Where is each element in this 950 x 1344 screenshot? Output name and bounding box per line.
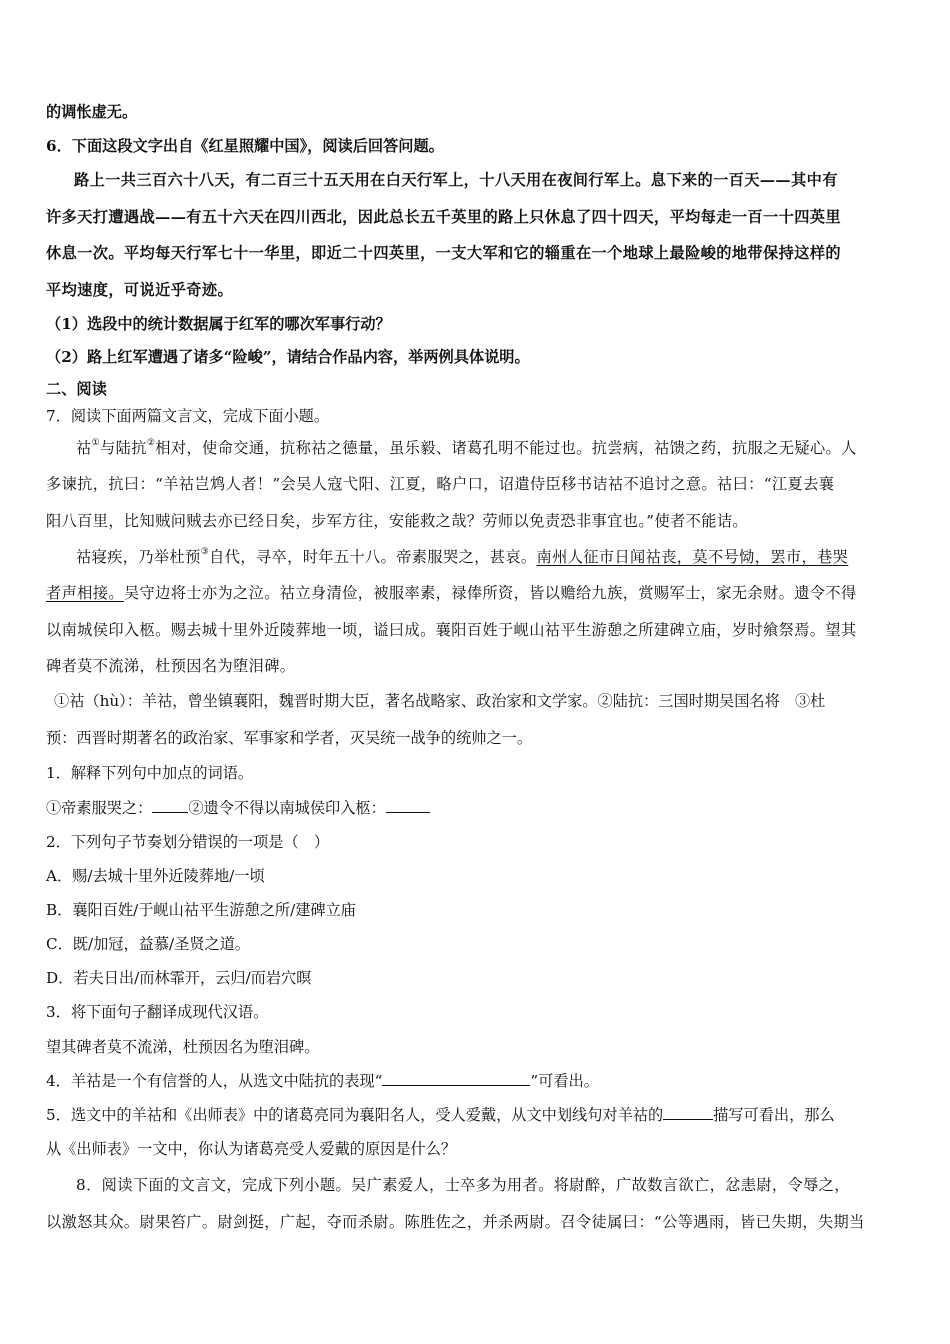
q7-sub5: 5．选文中的羊祜和《出师表》中的诸葛亮同为襄阳名人，受人爱戴，从文中划线句对羊祜的 描写可看出，那么 bbox=[46, 1106, 835, 1124]
q6-continuation: 的调怅虚无。 bbox=[46, 103, 138, 121]
q7-passage2-line: 者声相接。吴守边将士亦为之泣。祜立身清俭，被服率素，禄俸所资，皆以赡给九族，赏赐军士，家无余财。遗令不得 bbox=[46, 584, 857, 602]
q6-sub-question-1: （1）选段中的统计数据属于红军的哪次军事行动？ bbox=[46, 315, 391, 333]
q6-title: 6．下面这段文字出自《红星照耀中国》，阅读后回答问题。 bbox=[46, 137, 444, 155]
q7-sub4: 4．羊祜是一个有信誉的人，从选文中陆抗的表现“ ”可看出。 bbox=[46, 1072, 599, 1090]
q7-passage1-line: 阳八百里，比知贼问贼去亦已经日矣，步军方往，安能救之哉？劳师以免责恐非事宜也。”使者不能诘。 bbox=[46, 512, 749, 530]
q7-sub1-items: ①帝素服哭之： ②遗令不得以南城侯印入柩： bbox=[46, 798, 430, 818]
footnote-mark: ① bbox=[91, 437, 101, 448]
q6-passage-line: 许多天打遭遇战——有五十六天在四川西北，因此总长五千英里的路上只休息了四十四天，平均每走一百一十四英里 bbox=[46, 208, 841, 226]
answer-blank[interactable] bbox=[382, 1071, 530, 1086]
q6-passage-line: 休息一次。平均每天行军七十一华里，即近二十四英里，一支大军和它的辎重在一个地球上最险峻的地带保持这样的 bbox=[46, 244, 841, 262]
footnote-mark: ③ bbox=[200, 546, 210, 557]
q7-passage2-line: 以南城侯印入柩。赐去城十里外近陵葬地一顷，谥曰成。襄阳百姓于岘山祜平生游憩之所建碑立庙，岁时飨祭焉。望其 bbox=[46, 621, 857, 639]
q6-passage-line: 路上一共三百六十八天，有二百三十五天用在白天行军上，十八天用在夜间行军上。息下来的一百天——其中有 bbox=[74, 171, 838, 189]
option-d: D．若夫日出/而林霏开，云归/而岩穴暝 bbox=[46, 969, 312, 987]
q7-title: 7．阅读下面两篇文言文，完成下面小题。 bbox=[46, 407, 330, 425]
answer-blank[interactable] bbox=[386, 798, 430, 813]
q7-sub3: 3．将下面句子翻译成现代汉语。 bbox=[46, 1003, 269, 1021]
q6-passage-line: 平均速度，可说近乎奇迹。 bbox=[46, 281, 234, 299]
underlined-sentence: 南州人征市日闻祜丧，莫不号恸，罢市，巷哭 bbox=[536, 548, 849, 566]
q7-passage1-line: 祜①与陆抗②相对，使命交通，抗称祜之德量，虽乐毅、诸葛孔明不能过也。抗尝病，祜馈之药，抗服之无疑心。人 bbox=[76, 437, 857, 457]
answer-blank[interactable] bbox=[663, 1105, 713, 1120]
q7-passage2-line: 祜寝疾，乃举杜预③自代，寻卒，时年五十八。帝素服哭之，甚哀。南州人征市日闻祜丧，莫不号恸，罢市，巷哭 bbox=[76, 546, 849, 566]
footnote-mark: ② bbox=[146, 437, 156, 448]
q7-sub1: 1．解释下列句中加点的词语。 bbox=[46, 764, 254, 782]
q7-sub2: 2．下列句子节奏划分错误的一项是（ ） bbox=[46, 833, 330, 851]
section-heading: 二、阅读 bbox=[46, 380, 107, 398]
q8-passage-line: 以激怒其众。尉果笞广。尉剑挺，广起，夺而杀尉。陈胜佐之，并杀两尉。召令徒属曰：“公等遇雨，皆已失期，失期当 bbox=[46, 1213, 865, 1231]
option-a: A．赐/去城十里外近陵葬地/一顷 bbox=[46, 867, 265, 885]
q7-sub5-cont: 从《出师表》一文中，你认为诸葛亮受人爱戴的原因是什么？ bbox=[46, 1140, 457, 1158]
q7-sub3-sentence: 望其碑者莫不流涕，杜预因名为堕泪碑。 bbox=[46, 1038, 320, 1056]
q7-passage1-line: 多谏抗，抗曰：“羊祜岂鸩人者！”会吴人寇弋阳、江夏，略户口，诏遣侍臣移书诘祜不追讨之意。祜曰：“江夏去襄 bbox=[46, 475, 835, 493]
answer-blank[interactable] bbox=[152, 798, 188, 813]
footnote-line: ①祜（hù）：羊祜，曾坐镇襄阳，魏晋时期大臣，著名战略家、政治家和文学家。②陆抗：三国时期吴国名将 ③杜 bbox=[54, 692, 826, 710]
underlined-sentence: 者声相接。 bbox=[46, 584, 124, 602]
option-b: B．襄阳百姓/于岘山祜平生游憩之所/建碑立庙 bbox=[46, 901, 356, 919]
q8-passage-line: 8．阅读下面的文言文，完成下列小题。吴广素爱人，士卒多为用者。将尉醉，广故数言欲亡，忿恚尉，令辱之， bbox=[76, 1176, 850, 1194]
q6-sub-question-2: （2）路上红军遭遇了诸多“险峻”，请结合作品内容，举两例具体说明。 bbox=[46, 348, 530, 366]
option-c: C．既/加冠，益慕/圣贤之道。 bbox=[46, 935, 251, 953]
footnote-line: 预：西晋时期著名的政治家、军事家和学者，灭吴统一战争的统帅之一。 bbox=[46, 729, 532, 747]
q7-passage2-line: 碑者莫不流涕，杜预因名为堕泪碑。 bbox=[46, 657, 296, 675]
